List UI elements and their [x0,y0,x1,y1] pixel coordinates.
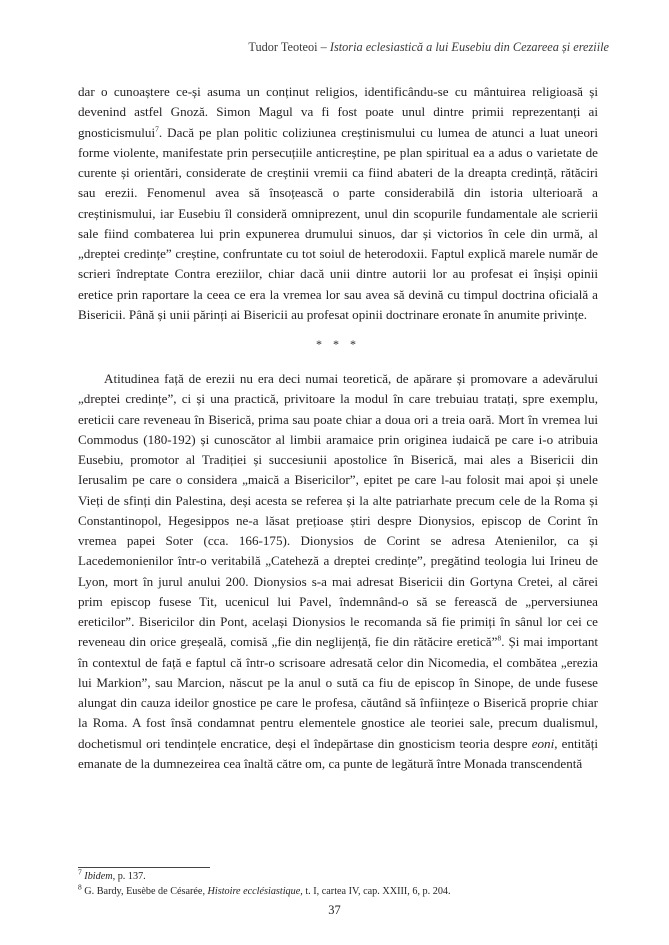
paragraph-2-text-b: . Și mai important în contextul de față e faptul că într-o scrisoare adresată celor din Nicomedia, el combătea „erezia lui Markion”, sau Marcion, născut pe la anul o sută ca fiu de episcop în Sinope, de unde fusese alungat din cauza ideilor gnostice pe care le profesa, căutând să înființeze o Biserică proprie chiar la Roma. A fost însă condamnat pentru elementele gnostice ale teoriei sale, precum dualismul, dochetismul ori tendințele encratice, deși el îndepărtase din gnosticism teoria despre [78,634,599,751]
paragraph-1-text-b: . Dacă pe plan politic coliziunea creștinismului cu lumea de atunci a luat uneori forme violente, manifestate prin persecuțiile anticreștine, pe plan spiritual ea a adus o varietate de curente și orientări, considerate de creștinii vremii ca fiind abateri de la dreapta credință, rătăciri sau erezii. Fenomenul avea să însoțească o parte considerabilă din istoria ulterioară a creștinismului, iar Eusebiu îl consideră omniprezent, unul din scopurile fundamentale ale scrierii sale fiind combaterea lui prin expunerea drumului sinuos, dar și victorios în cele din urmă, al „dreptei credințe” creștine, confruntate cu tot soiul de heterodoxii. Faptul explică marele număr de scrieri îndreptate Contra ereziilor, chiar dacă unii dintre autorii lor au profesat ei înșiși opinii eretice prin raportare la ceea ce era la vremea lor sau avea să devină cu timpul doctrina oficială a Bisericii. Până și unii părinți ai Bisericii au profesat opinii doctrinare eronate în anumite privințe. [78,124,598,322]
body-text [78,82,598,774]
footnote-8 [78,884,618,899]
footnote-8-text-a: G. Bardy, Eusèbe de Césarée, [81,886,208,897]
paragraph-2-emphasis: eoni [531,735,555,751]
footnote-7 [78,869,618,884]
section-separator: * * * [316,337,360,351]
header-book-title: Istoria eclesiastică a lui Eusebiu din Cezareea și ereziile [329,40,609,54]
footnote-divider [78,867,210,868]
page-number: 37 [328,903,341,917]
footnote-ref-7[interactable]: 7 [155,124,159,134]
footnote-ref-8[interactable]: 8 [497,633,502,643]
paragraph-2 [78,369,598,774]
running-header [248,40,609,55]
footnote-7-text: p. 137. [115,871,146,882]
footnote-7-number: 7 [78,867,82,877]
paragraph-2-text-c: , entități emanate de la dumnezeirea cea înaltă către om, ca punte de legătură între Monada transcendentă [78,735,598,771]
header-author: Tudor Teoteoi – [248,40,330,54]
footnote-8-title: Histoire ecclésiastique, [207,886,303,897]
footnote-8-number: 8 [78,882,82,892]
paragraph-1 [78,82,598,325]
footnote-8-text-b: t. I, cartea IV, cap. XXIII, 6, p. 204. [302,886,451,897]
footnotes [78,869,618,899]
paragraph-2-text-a: Atitudinea față de erezii nu era deci numai teoretică, de apărare și promovare a adevărului „dreptei credințe”, ci și una practică, privitoare la modul în care trebuiau tratați, spre exemplu, ereticii care reveneau în Biserică, prima sau poate chiar a doua ori a treia oară. Mort în vremea lui Commodus (180-192) și cunoscător al limbii aramaice prin originea iudaică pe care i-o atribuia Eusebiu, promotor al Tradiției și succesiunii apostolice în Biserică, mai ales a Bisericii din Ierusalim pe care o considera „maică a Bisericilor”, epitet pe care l-au folosit mai apoi și unele Vieți de sfinți din Palestina, deși acesta se referea și la alte patriarhate precum cele de la Roma și Constantinopol, Hegesippos ne-a lăsat prețioase știri despre Dionysios, episcop de Corint în vremea papei Soter (cca. 166-175). Dionysios de Corint se adresa Atenienilor, ca și Lacedemonienilor într-o veritabilă „Cateheză a dreptei credințe”, pregătind teologia lui Irineu de Lyon, mort în jurul anului 200. Dionysios s-a mai adresat Bisericii din Gortyna Cretei, al cărei prim episcop fusese Tit, ucenicul lui Pavel, îndemnând-o să se ferească de „perversiunea ereticilor”. Bisericilor din Pont, același Dionysios le recomanda să fie primiți în sânul lor cei ce reveneau din orice greșeală, comisă „fie din neglijență, fie din rătăcire eretică” [78,371,598,650]
paragraph-1-text-a: dar o cunoaștere ce-și asuma un conținut religios, identificându-se cu mântuirea religioasă și devenind astfel Gnoză. Simon Magul va fi fost poate unul dintre primii reprezentanți ai gnosticismului [78,84,598,140]
footnote-7-ref: Ibidem, [84,871,116,882]
